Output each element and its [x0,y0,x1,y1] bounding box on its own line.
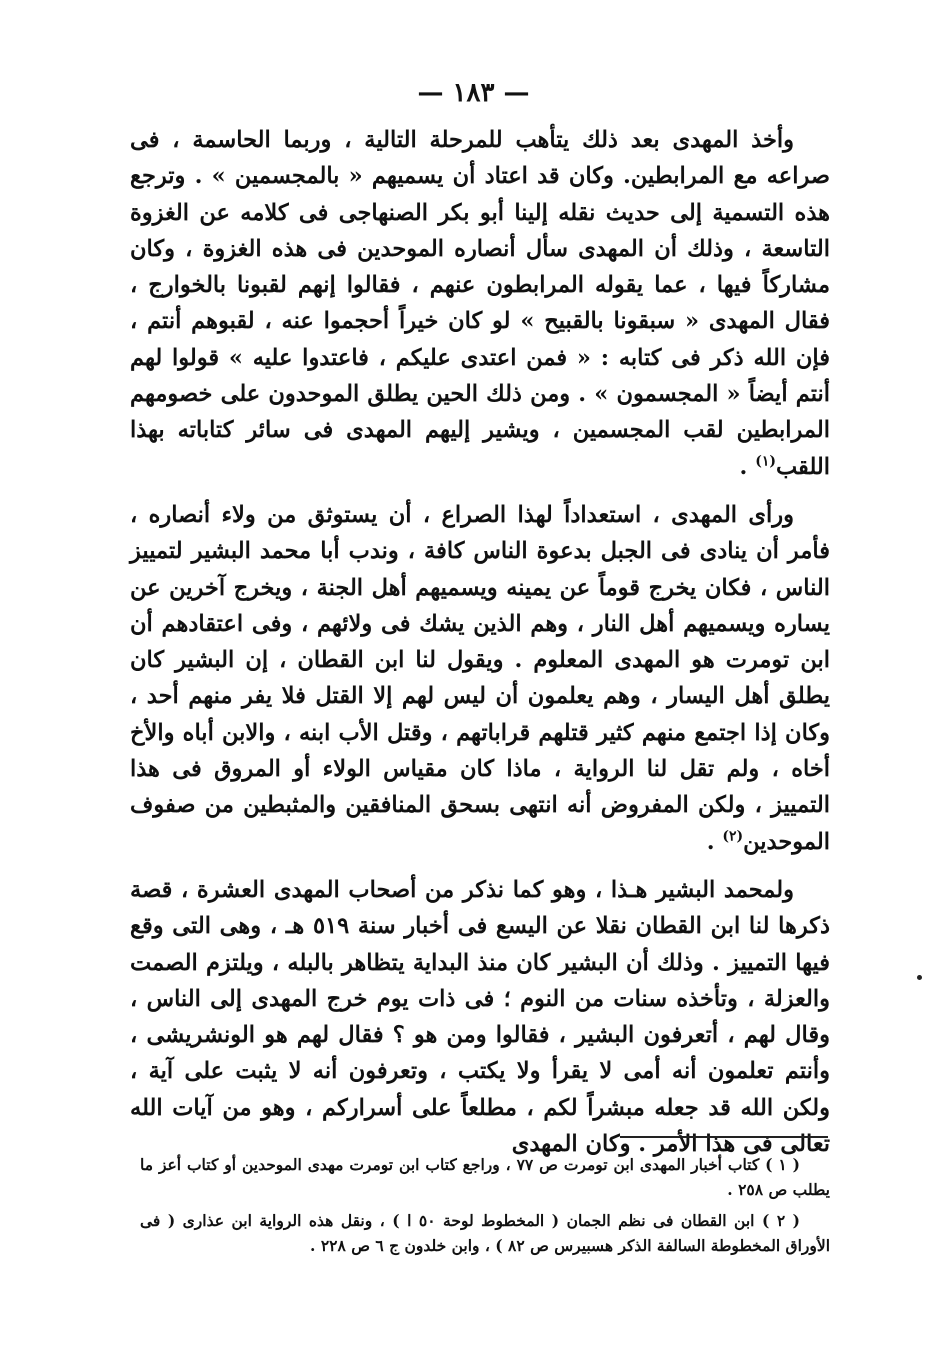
footnote-ref-1: (١) [755,453,776,470]
main-text [130,122,830,1162]
footnote-divider [620,1136,828,1138]
margin-ink-dot [917,975,922,980]
footnote-2: ( ٢ ) ابن القطان فى نظم الجمان ( المخطوط لوحة ٥٠ ا ) ، ونقل هذه الرواية ابن عذارى ( فى الأوراق المخطوطة السالفة الذكر هسبيرس ص ٨٢ ) ، وابن خلدون ج ٦ ص ٢٢٨ . [140,1211,830,1255]
paragraph-2: ورأى المهدى ، استعداداً لهذا الصراع ، أن يستوثق من ولاء أنصاره ، فأمر أن ينادى فى الجبل بدعوة الناس كافة ، وندب أبا محمد البشير لتمييز الناس ، فكان يخرج قوماً عن يمينه ويسميهم أهل الجنة ، ويخرج آخرين عن يساره ويسميهم أهل النار ، وهم الذين يشك فى ولائهم ، وفى اعتقادهم أن ابن تومرت هو المهدى المعلوم . ويقول لنا ابن القطان ، إن البشير كان يطلق أهل اليسار ، وهم يعلمون أن ليس لهم إلا القتل فلا يفر منهم أحد ، وكان إذا اجتمع منهم كثير قتلهم قراباتهم ، وقتل الأب ابنه ، والابن أباه والأخ أخاه ، ولم تقل لنا الرواية ، ماذا كان مقياس الولاء أو المروق فى هذا التمييز ، ولكن المفروض أنه انتهى بسحق المنافقين والمثبطين من صفوف الموحدين$^{(٢)}$ . [130,501,830,855]
paragraph-1-text: وأخذ المهدى بعد ذلك يتأهب للمرحلة التالية ، وربما الحاسمة ، فى صراعه مع المرابطين. وكان قد اعتاد أن يسميهم « بالمجسمين » . وترجع هذه التسمية إلى حديث نقله إلينا أبو بكر الصنهاجى فى كلامه عن الغزوة التاسعة ، وذلك أن المهدى سأل أنصاره الموحدين فى هذه الغزوة ، وكان مشاركاً فيها ، عما يقوله المرابطون عنهم ، فقالوا إنهم لقبونا بالخوارج ، فقال المهدى « سبقونا بالقبيح » لو كان خيراً أحجموا عنه ، لقبوهم أنتم ، فإن الله ذكر فى كتابه : « فمن اعتدى عليكم ، فاعتدوا عليه » قولوا لهم أنتم أيضاً « المجسمون » . ومن ذلك الحين يطلق الموحدون على خصومهم المرابطين لقب المجسمين ، ويشير إليهم المهدى فى سائر كتاباته بهذا اللقب [130,127,830,480]
paragraph-2-text: ورأى المهدى ، استعداداً لهذا الصراع ، أن يستوثق من ولاء أنصاره ، فأمر أن ينادى فى الجبل بدعوة الناس كافة ، وندب أبا محمد البشير لتمييز الناس ، فكان يخرج قوماً عن يمينه ويسميهم أهل الجنة ، ويخرج آخرين عن يساره ويسميهم أهل النار ، وهم الذين يشك فى ولائهم ، وفى اعتقادهم أن ابن تومرت هو المهدى المعلوم . ويقول لنا ابن القطان ، إن البشير كان يطلق أهل اليسار ، وهم يعلمون أن ليس لهم إلا القتل فلا يفر منهم أحد ، وكان إذا اجتمع منهم كثير قتلهم قراباتهم ، وقتل الأب ابنه ، والابن أباه والأخ أخاه ، ولم تقل لنا الرواية ، ماذا كان مقياس الولاء أو المروق فى هذا التمييز ، ولكن المفروض أنه انتهى بسحق المنافقين والمثبطين من صفوف الموحدين [130,501,830,855]
paragraph-3 [130,872,830,1162]
paragraph-3-text: ولمحمد البشير هـذا ، وهو كما نذكر من أصحاب المهدى العشرة ، قصة ذكرها لنا ابن القطان نقلا عن اليسع فى أخبار سنة ٥١٩ هـ ، وهى التى وقع فيها التمييز . وذلك أن البشير كان منذ البداية يتظاهر بالبله ، ويلتزم الصمت والعزلة ، وتأخذه سنات من النوم ؛ فى ذات يوم خرج المهدى إلى الناس ، وقال لهم ، أتعرفون البشير ، فقالوا ومن هو ؟ فقال لهم هو الونشريشى ، وأنتم تعلمون أنه أمى لا يقرأ ولا يكتب ، وتعرفون أنه لا يثبت على آية ، ولكن الله قد جعله مبشراً لكم ، مطلعاً على أسراركم ، وهو من آيات الله تعالى فى هذا الأمر . وكان المهدى [130,876,830,1158]
footnote-ref-2: (٢) [722,828,744,845]
paragraph-1: وأخذ المهدى بعد ذلك يتأهب للمرحلة التالية ، وربما الحاسمة ، فى صراعه مع المرابطين. وكان قد اعتاد أن يسميهم « بالمجسمين » . وترجع هذه التسمية إلى حديث نقله إلينا أبو بكر الصنهاجى فى كلامه عن الغزوة التاسعة ، وذلك أن المهدى سأل أنصاره الموحدين فى هذه الغزوة ، وكان مشاركاً فيها ، عما يقوله المرابطون عنهم ، فقالوا إنهم لقبونا بالخوارج ، فقال المهدى « سبقونا بالقبيح » لو كان خيراً أحجموا عنه ، لقبوهم أنتم ، فإن الله ذكر فى كتابه : « فمن اعتدى عليكم ، فاعتدوا عليه » قولوا لهم أنتم أيضاً « المجسمون » . ومن ذلك الحين يطلق الموحدون على خصومهم المرابطين لقب المجسمين ، ويشير إليهم المهدى فى سائر كتاباته بهذا اللقب$^{(١)}$ . [130,127,830,480]
footnote-1: ( ١ ) كتاب أخبار المهدى ابن تومرت ص ٧٧ ، وراجع كتاب ابن تومرت مهدى الموحدين أو كتاب أعز ما يطلب ص ٢٥٨ . [140,1155,830,1199]
footnotes [140,1152,830,1264]
page-number: — ١٨٣ — [417,78,530,108]
